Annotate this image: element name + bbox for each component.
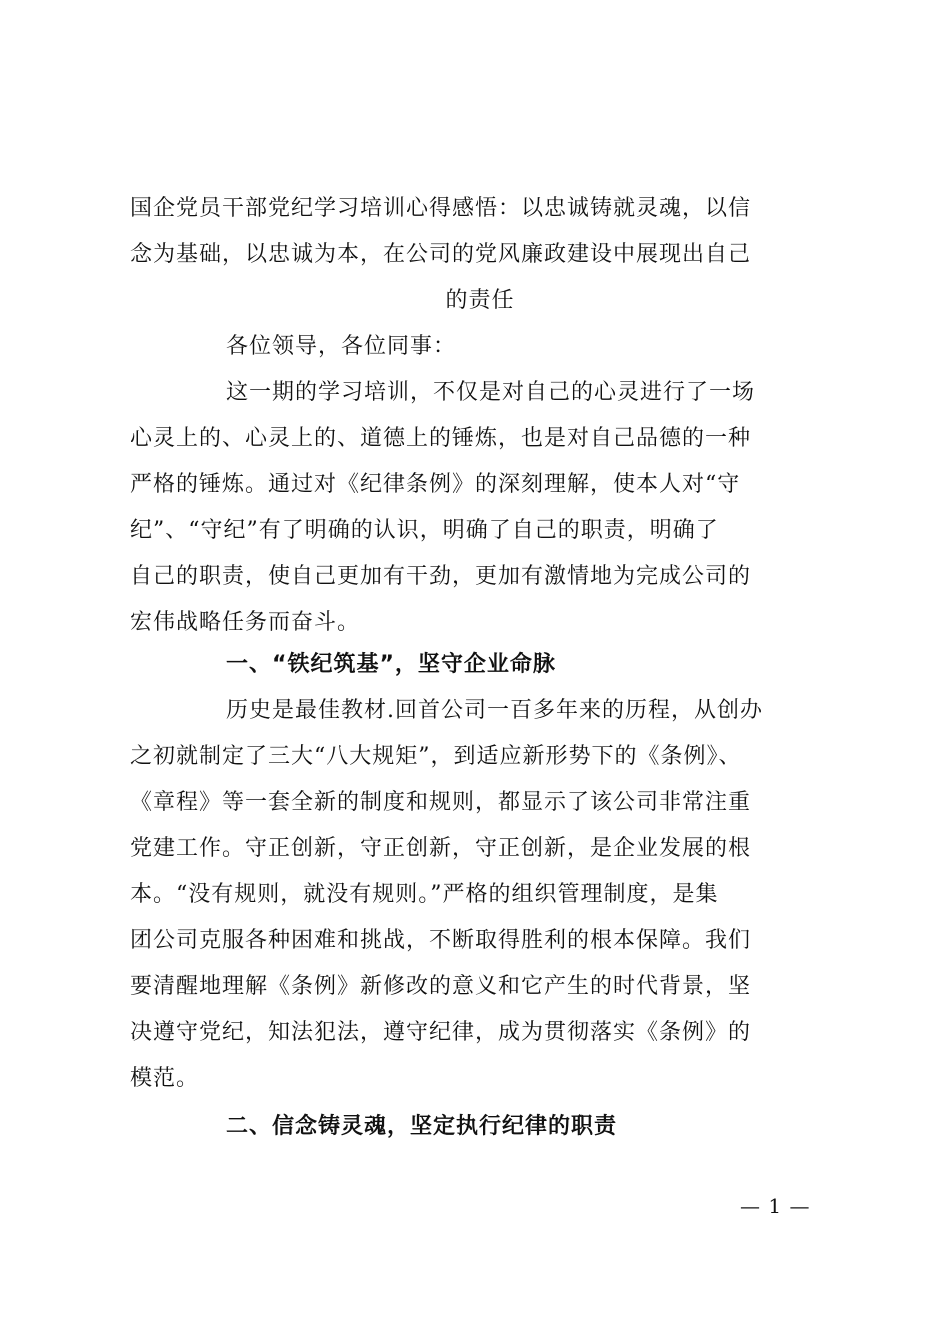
- paragraph-line: 心灵上的、心灵上的、道德上的锤炼，也是对自己品德的一种: [130, 426, 752, 451]
- paragraph-line: 团公司克服各种困难和挑战，不断取得胜利的根本保障。我们: [130, 928, 752, 953]
- title-line: 念为基础，以忠诚为本，在公司的党风廉政建设中展现出自己: [130, 242, 752, 267]
- document-title: [130, 186, 830, 324]
- section-heading-2: 二、信念铸灵魂，坚定执行纪律的职责: [226, 1114, 618, 1139]
- paragraph-line: 之初就制定了三大“八大规矩”，到适应新形势下的《条例》、: [130, 744, 742, 769]
- paragraph-line: 宏伟战略任务而奋斗。: [130, 610, 361, 635]
- paragraph-line: 本。“没有规则，就没有规则。”严格的组织管理制度，是集: [130, 882, 719, 907]
- greeting-text: 各位领导，各位同事：: [226, 334, 457, 359]
- paragraph-line: 历史是最佳教材.回首公司一百多年来的历程，从创办: [226, 698, 763, 723]
- section-heading-1: 一、“铁纪筑基”，坚守企业命脉: [226, 652, 556, 677]
- paragraph-line: 决遵守党纪，知法犯法，遵守纪律，成为贯彻落实《条例》的: [130, 1020, 752, 1045]
- title-line: 国企党员干部党纪学习培训心得感悟：以忠诚铸就灵魂，以信: [130, 196, 752, 221]
- paragraph-line: 要清醒地理解《条例》新修改的意义和它产生的时代背景，坚: [130, 974, 752, 999]
- greeting: [130, 324, 830, 370]
- paragraph-line: 自己的职责，使自己更加有干劲，更加有激情地为完成公司的: [130, 564, 752, 589]
- paragraph-line: 纪”、“守纪”有了明确的认识，明确了自己的职责，明确了: [130, 518, 719, 543]
- paragraph-line: 模范。: [130, 1066, 200, 1091]
- page-number: — 1 —: [740, 1194, 811, 1218]
- section-1-paragraph: [130, 688, 830, 1102]
- intro-paragraph: [130, 370, 830, 646]
- paragraph-line: 党建工作。守正创新，守正创新，守正创新，是企业发展的根: [130, 836, 752, 861]
- paragraph-line: 《章程》等一套全新的制度和规则，都显示了该公司非常注重: [130, 790, 752, 815]
- title-line: 的责任: [445, 288, 515, 313]
- paragraph-line: 严格的锤炼。通过对《纪律条例》的深刻理解，使本人对“守: [130, 472, 741, 497]
- paragraph-line: 这一期的学习培训，不仅是对自己的心灵进行了一场: [226, 380, 756, 405]
